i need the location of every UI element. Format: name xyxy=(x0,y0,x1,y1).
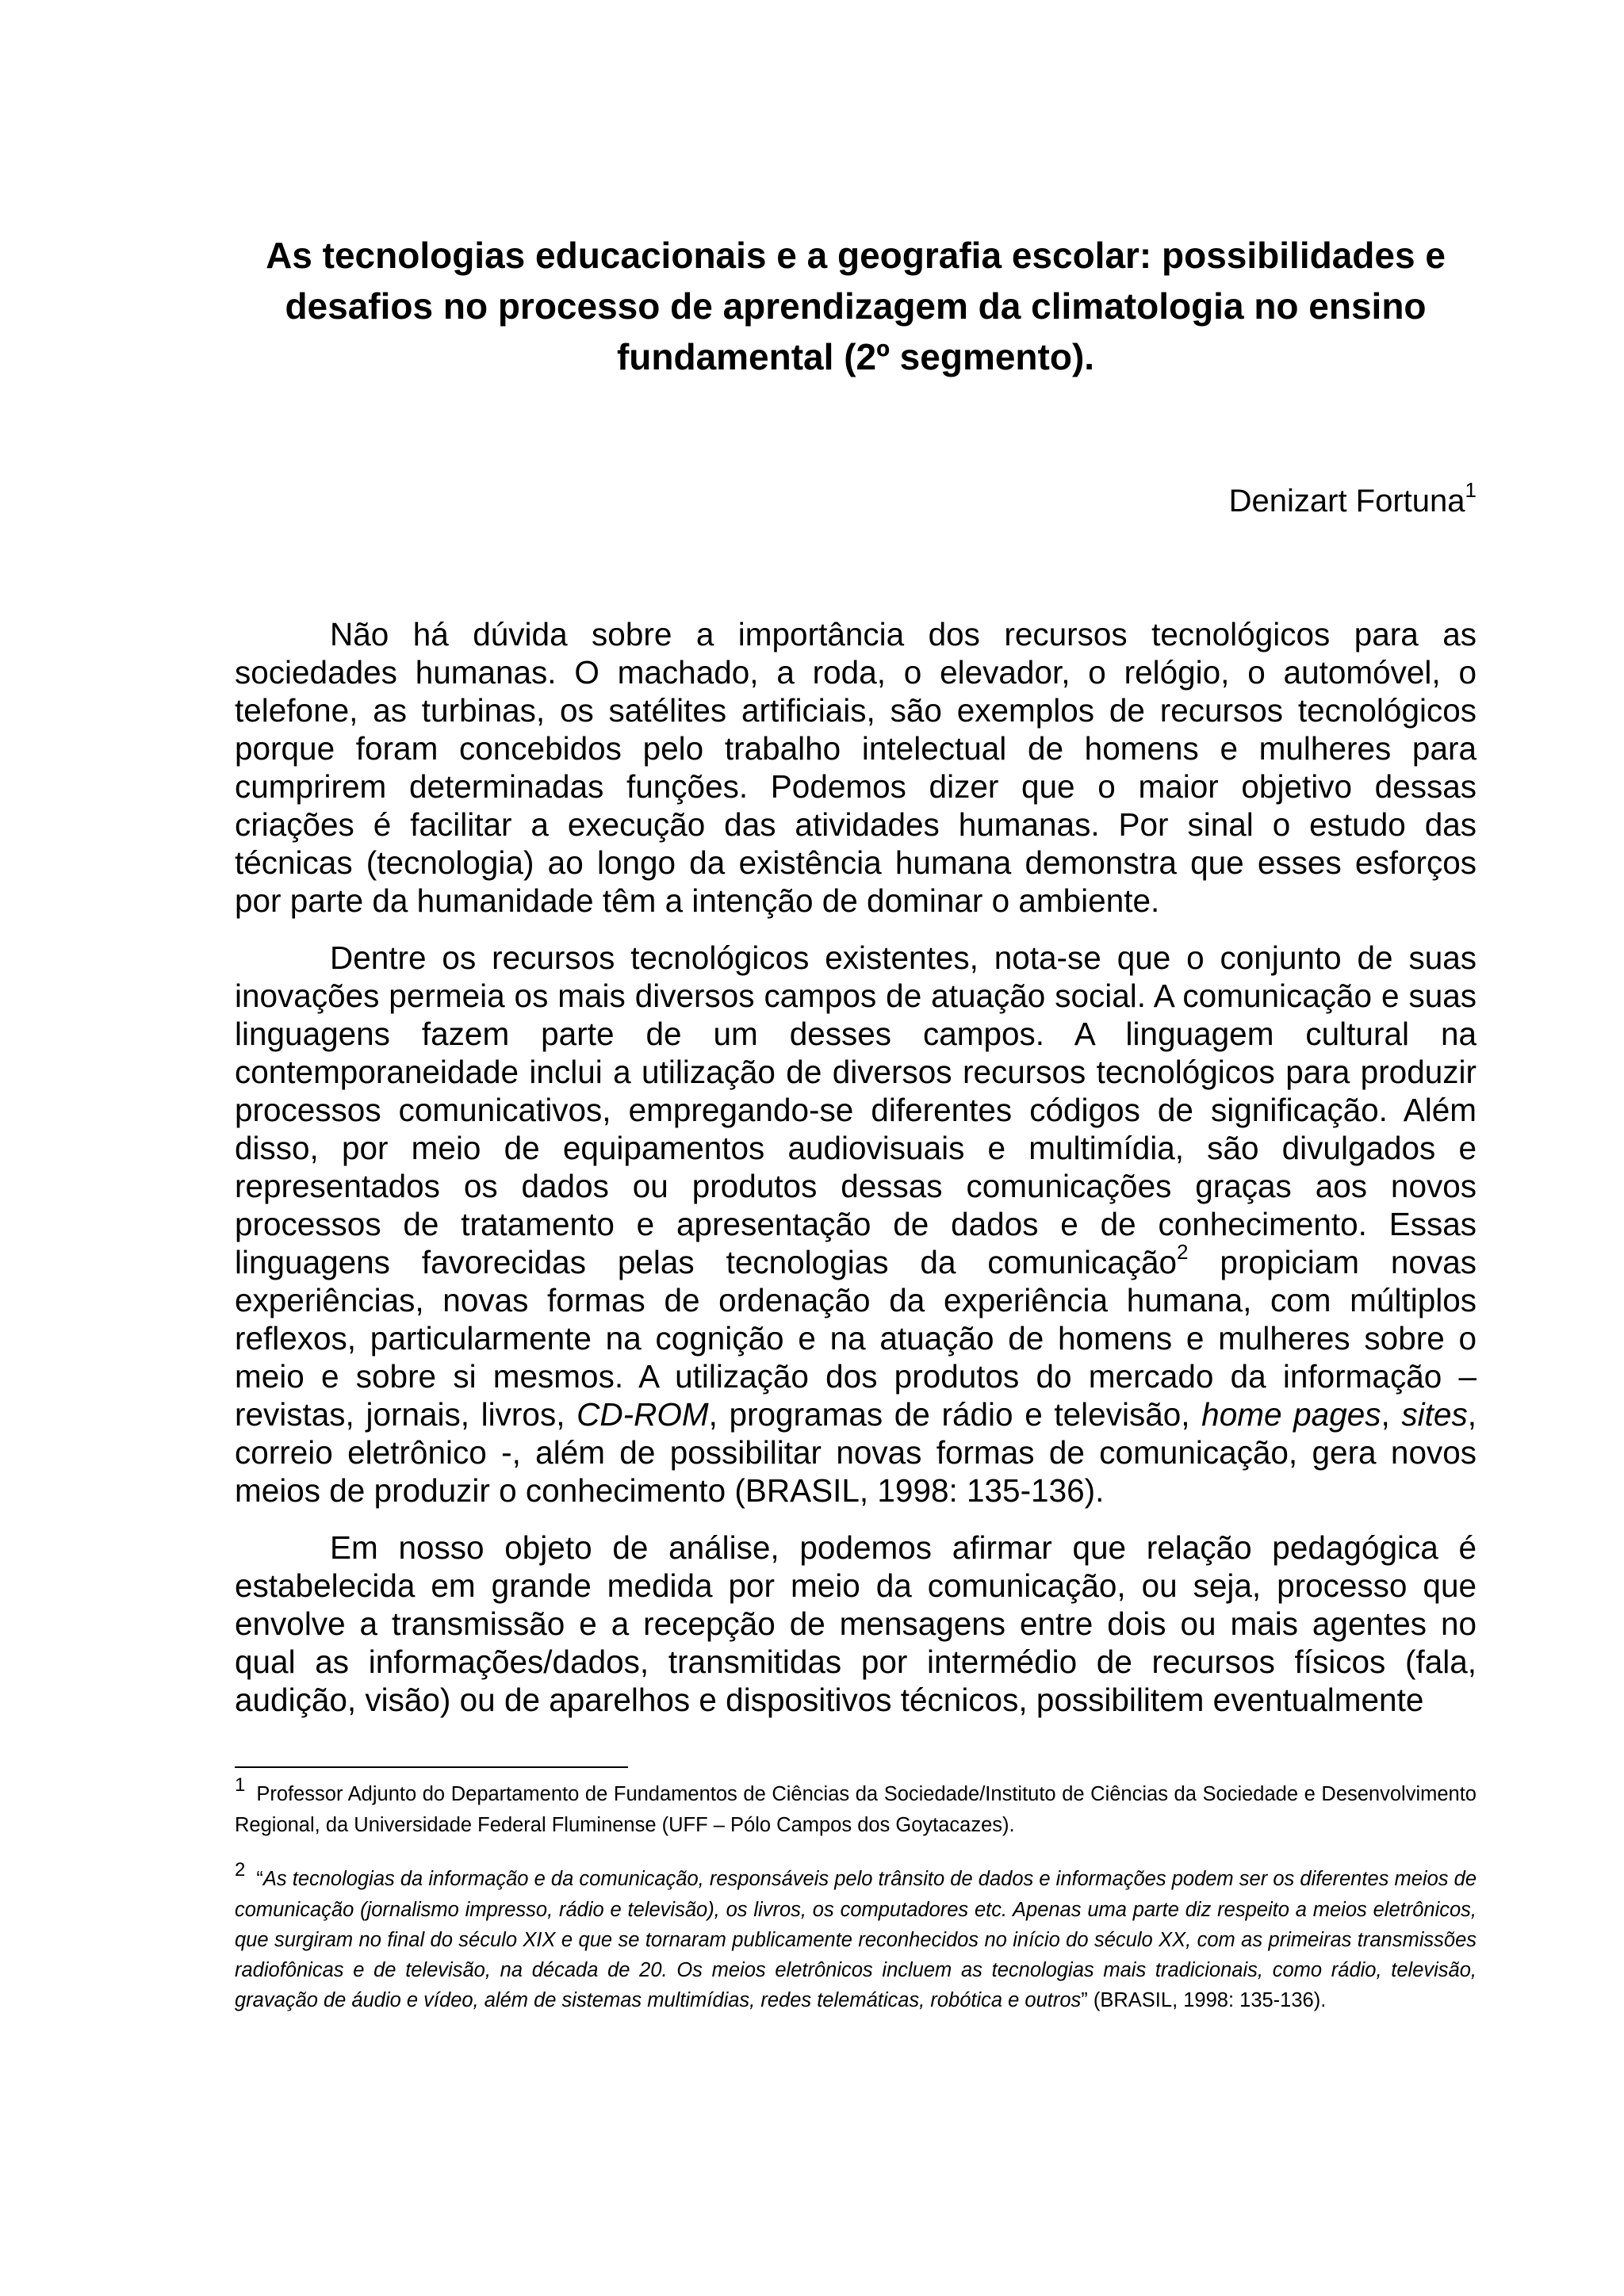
paragraph-2-text-d: , xyxy=(1381,1396,1402,1433)
author-footnote-ref: 1 xyxy=(1465,477,1477,502)
body-text xyxy=(235,615,1477,1738)
italic-cd-rom: CD-ROM xyxy=(576,1396,709,1433)
footnote-1 xyxy=(235,1774,1477,1840)
paragraph-2-text-c: , programas de rádio e televisão, xyxy=(708,1396,1202,1433)
paragraph-2-text-a: Dentre os recursos tecnológicos existentes, nota-se que o conjunto de suas inovações permeia os mais diversos campos de atuação social. A comunicação e suas linguagens fazem parte de um desses campos. A linguagem cultural na contemporaneidade inclui a utilização de diversos recursos tecnológicos para produzir processos comunicativos, empregando-se diferentes códigos de significação. Além disso, por meio de equipamentos audiovisuais e multimídia, são divulgados e representados os dados ou produtos dessas comunicações graças aos novos processos de tratamento e apresentação de dados e de conhecimento. Essas linguagens favorecidas pelas tecnologias da comunicação xyxy=(235,939,1477,1280)
footnote-1-text: Professor Adjunto do Departamento de Fundamentos de Ciências da Sociedade/Instituto de Ciências da Sociedade e Desenvolvimento Regional, da Universidade Federal Fluminense (UFF – Pólo Campos dos Goytacazes). xyxy=(235,1783,1477,1836)
author-name: Denizart Fortuna xyxy=(1228,484,1465,519)
italic-sites: sites xyxy=(1401,1396,1468,1433)
paragraph-3: Em nosso objeto de análise, podemos afirmar que relação pedagógica é estabelecida em grande medida por meio da comunicação, ou seja, processo que envolve a transmissão e a recepção de mensagens entre dois ou mais agentes no qual as informações/dados, transmitidas por intermédio de recursos físicos (fala, audição, visão) ou de aparelhos e dispositivos técnicos, possibilitem eventualmente xyxy=(235,1529,1477,1718)
footnote-2-text: As tecnologias da informação e da comunicação, responsáveis pelo trânsito de dados e informações podem ser os diferentes meios de comunicação (jornalismo impresso, rádio e televisão), os livros, os computadores etc. Apenas uma parte diz respeito a meios eletrônicos, que surgiram no final do século XIX e que se tornaram publicamente reconhecidos no início do século XX, com as primeiras transmissões radiofônicas e de televisão, na década de 20. Os meios eletrônicos incluem as tecnologias mais tradicionais, como rádio, televisão, gravação de áudio e vídeo, além de sistemas multimídias, redes telemáticas, robótica e outros xyxy=(235,1868,1477,2011)
footnote-1-mark: 1 xyxy=(235,1774,246,1796)
paper-title: As tecnologias educacionais e a geografia escolar: possibilidades e desafios no processo de aprendizagem da climatologia no ensino fundamental (2º segmento). xyxy=(266,235,1446,377)
paragraph-2-text-b: propiciam novas experiências, novas formas de ordenação da experiência humana, com múltiplos reflexos, particularmente na cognição e na atuação de homens e mulheres sobre o meio e sobre si mesmos. A utilização dos produtos do mercado da informação – revistas, jornais, livros, xyxy=(235,1244,1477,1433)
footnote-2 xyxy=(235,1859,1477,2015)
footnotes xyxy=(235,1774,1477,2015)
author-line xyxy=(235,479,1477,523)
footnote-separator xyxy=(235,1766,628,1768)
footnote-ref-2: 2 xyxy=(1177,1239,1189,1264)
footnote-2-citation: ” (BRASIL, 1998: 135-136). xyxy=(1081,1989,1327,2011)
paragraph-1: Não há dúvida sobre a importância dos recursos tecnológicos para as sociedades humanas. O machado, a roda, o elevador, o relógio, o automóvel, o telefone, as turbinas, os satélites artificiais, são exemplos de recursos tecnológicos porque foram concebidos pelo trabalho intelectual de homens e mulheres para cumprirem determinadas funções. Podemos dizer que o maior objetivo dessas criações é facilitar a execução das atividades humanas. Por sinal o estudo das técnicas (tecnologia) ao longo da existência humana demonstra que esses esforços por parte da humanidade têm a intenção de dominar o ambiente. xyxy=(235,616,1477,919)
footnote-2-open-quote: “ xyxy=(256,1868,263,1890)
italic-home-pages: home pages xyxy=(1201,1396,1381,1433)
footnote-2-mark: 2 xyxy=(235,1859,246,1881)
paragraph-2 xyxy=(235,939,1477,1510)
paragraph-2-text-e: , correio eletrônico -, além de possibilitar novas formas de comunicação, gera novos meios de produzir o conhecimento (BRASIL, 1998: 135-136). xyxy=(235,1396,1477,1509)
